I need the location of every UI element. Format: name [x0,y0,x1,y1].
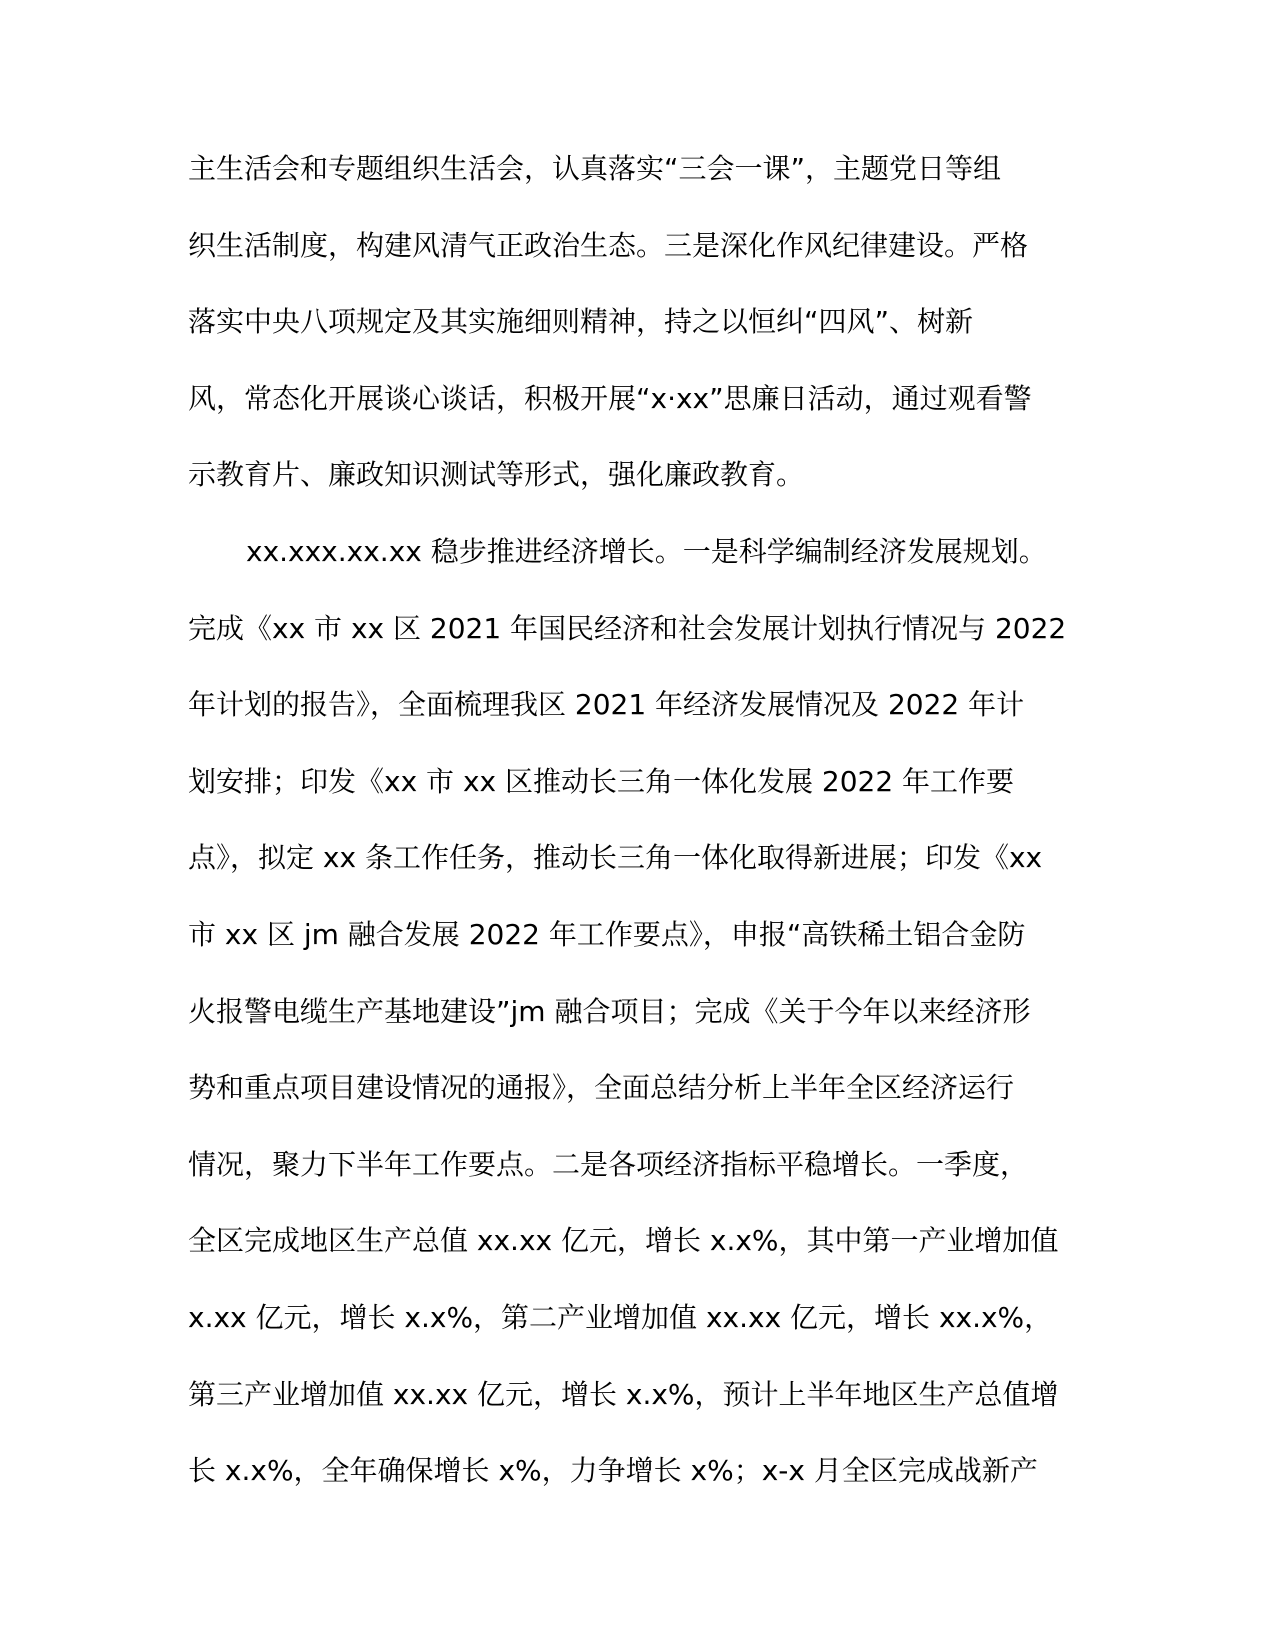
text-line: 示教育片、廉政知识测试等形式，强化廉政教育。 [188,458,805,492]
text-line: 年计划的报告》，全面梳理我区 2021 年经济发展情况及 2022 年计 [188,688,1025,722]
text-line: x.xx 亿元，增长 x.x%，第二产业增加值 xx.xx 亿元，增长 xx.x%， [188,1300,1053,1334]
text-line: 风，常态化开展谈心谈话，积极开展“x·xx”思廉日活动，通过观看警 [188,381,1032,415]
text-line: 势和重点项目建设情况的通报》，全面总结分析上半年全区经济运行 [188,1071,1015,1105]
text-line: 点》，拟定 xx 条工作任务，推动长三角一体化取得新进展；印发《xx [188,841,1043,875]
text-line: 第三产业增加值 xx.xx 亿元，增长 x.x%，预计上半年地区生产总值增 [188,1377,1059,1411]
text-line: 落实中央八项规定及其实施细则精神，持之以恒纠“四风”、树新 [188,305,974,339]
text-line: 划安排；印发《xx 市 xx 区推动长三角一体化发展 2022 年工作要 [188,764,1015,798]
text-line: 主生活会和专题组织生活会，认真落实“三会一课”，主题党日等组 [188,152,1002,185]
text-line: 织生活制度，构建风清气正政治生态。三是深化作风纪律建设。严格 [188,228,1029,262]
text-line: 情况，聚力下半年工作要点。二是各项经济指标平稳增长。一季度， [188,1147,1029,1181]
paragraph-first-line: xx.xxx.xx.xx 稳步推进经济增长。一是科学编制经济发展规划。 [246,534,1047,568]
text-line: 完成《xx 市 xx 区 2021 年国民经济和社会发展计划执行情况与 2022 [188,611,1067,645]
text-line: 火报警电缆生产基地建设”jm 融合项目；完成《关于今年以来经济形 [188,994,1031,1028]
text-line: 市 xx 区 jm 融合发展 2022 年工作要点》，申报“高铁稀土铝合金防 [188,917,1026,951]
text-line: 长 x.x%，全年确保增长 x%，力争增长 x%；x-x 月全区完成战新产 [188,1454,1038,1488]
text-line: 全区完成地区生产总值 xx.xx 亿元，增长 x.x%，其中第一产业增加值 [188,1224,1059,1258]
body-text [188,141,1098,1520]
